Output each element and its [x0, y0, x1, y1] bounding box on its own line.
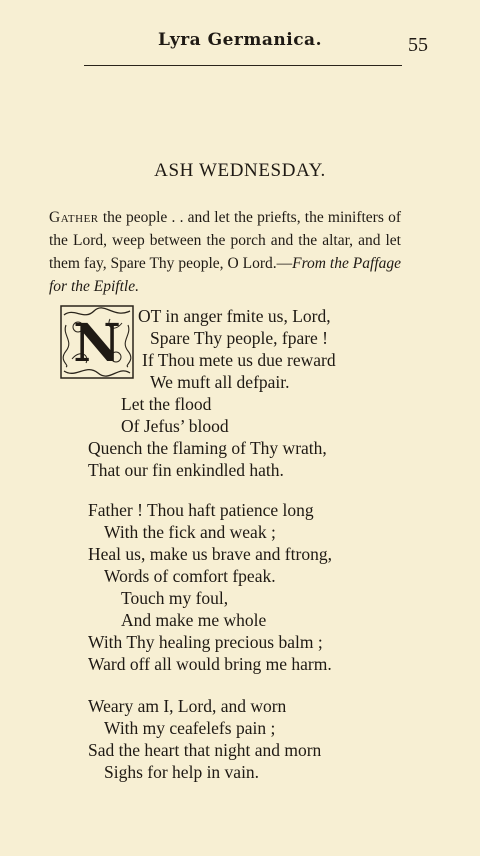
dropcap-ornament-icon	[60, 305, 134, 379]
running-title: Lyra Germanica.	[157, 30, 322, 50]
verse-line: Heal us, make us brave and ftrong,	[88, 544, 332, 564]
header-rule	[84, 65, 402, 66]
verse-line: Spare Thy people, fpare !	[150, 328, 329, 348]
verse-line: With Thy healing precious balm ;	[88, 632, 323, 652]
verse-line: Sighs for help in vain.	[104, 762, 260, 782]
verse-line: That our fin enkindled hath.	[88, 460, 284, 480]
verse-line: And make me whole	[121, 610, 267, 630]
verse-line: If Thou mete us due reward	[142, 350, 336, 370]
page-number: 55	[408, 34, 428, 56]
verse-line: Ward off all would bring me harm.	[88, 654, 332, 674]
verse-line: With my ceafelefs pain ;	[104, 718, 276, 738]
dropcap-letter: N	[73, 313, 121, 374]
verse-line: Of Jefus’ blood	[121, 416, 229, 436]
verse-line: Let the flood	[121, 394, 212, 414]
verse-line: OT in anger fmite us, Lord,	[138, 306, 331, 326]
verse-line: Quench the flaming of Thy wrath,	[88, 438, 327, 458]
verse-line: Touch my foul,	[121, 588, 229, 608]
epigraph-source: From the Paffage for the Epiftle.	[49, 255, 402, 295]
verse-line: Words of comfort fpeak.	[104, 566, 276, 586]
section-title: ASH WEDNESDAY.	[154, 160, 326, 181]
epigraph-text: the people . . and let the priefts, the minifters of the Lord, weep between the porch and the altar, and let them fay, Spare Thy people, O Lord.—	[49, 209, 401, 272]
epigraph-lead: Gather	[49, 209, 99, 226]
epigraph	[49, 206, 401, 298]
ornamental-dropcap	[60, 305, 134, 379]
verse-line: With the fick and weak ;	[104, 522, 276, 542]
verse-line: Sad the heart that night and morn	[88, 740, 322, 760]
verse-line: Weary am I, Lord, and worn	[88, 696, 287, 716]
verse-line: Father ! Thou haft patience long	[88, 500, 314, 520]
verse-line: We muft all defpair.	[150, 372, 290, 392]
